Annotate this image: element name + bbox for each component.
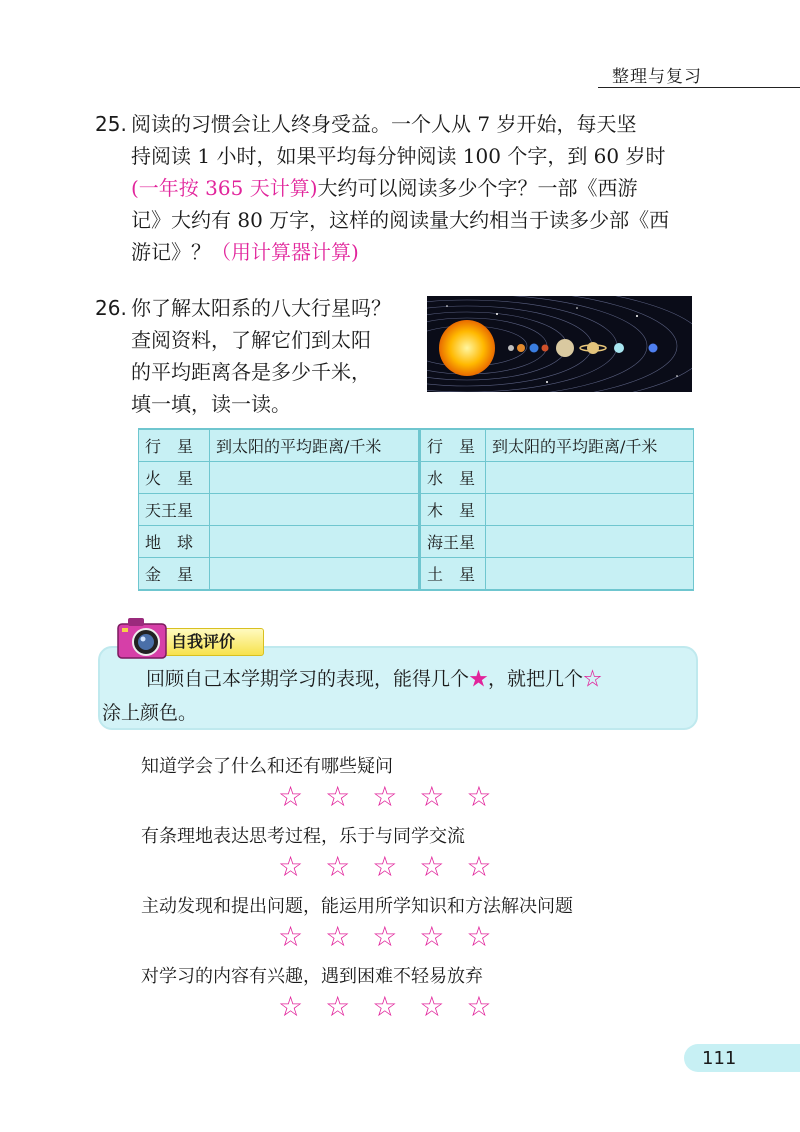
planet-cell: 土 星	[420, 558, 486, 591]
problem-25-line3-text: 大约可以阅读多少个字？一部《西游	[317, 176, 638, 200]
table-header-planet-2: 行 星	[420, 429, 486, 462]
self-evaluation-line1	[102, 662, 692, 696]
mercury-shape	[508, 345, 514, 351]
jupiter-shape	[556, 339, 574, 357]
table-row	[139, 494, 694, 526]
problem-25-line5	[95, 236, 705, 268]
header-rule	[598, 87, 800, 88]
problem-26-line3: 的平均距离各是多少千米，	[131, 360, 371, 384]
sun-shape	[439, 320, 495, 376]
criterion-4: 对学习的内容有兴趣，遇到困难不轻易放弃	[141, 966, 483, 987]
criterion-1: 知道学会了什么和还有哪些疑问	[141, 756, 393, 777]
table-header-distance: 到太阳的平均距离/千米	[210, 429, 420, 462]
problem-25-line2: 持阅读 1 小时，如果平均每分钟阅读 100 个字，到 60 岁时	[131, 144, 666, 168]
criterion-2: 有条理地表达思考过程，乐于与同学交流	[141, 826, 465, 847]
criterion-3-stars[interactable]: ☆☆☆☆☆	[278, 920, 514, 953]
distance-cell[interactable]	[486, 494, 694, 526]
planet-cell: 水 星	[420, 462, 486, 494]
problem-25-line3	[95, 172, 705, 204]
problem-26-line4: 填一填，读一读。	[131, 392, 291, 416]
uranus-shape	[614, 343, 624, 353]
solar-system-svg	[427, 296, 692, 392]
problem-25-line4: 记》大约有 80 万字，这样的阅读量大约相当于读多少部《西	[131, 208, 670, 232]
problem-25-number: 25.	[95, 112, 127, 136]
criterion-3: 主动发现和提出问题，能运用所学知识和方法解决问题	[141, 896, 573, 917]
camera-icon	[114, 612, 174, 664]
self-evaluation-text	[102, 662, 692, 730]
eval-text-b: ，就把几个	[488, 668, 584, 690]
page-header-title: 整理与复习	[612, 67, 702, 87]
problem-25-calculator-hint: （用计算器计算)	[211, 240, 359, 264]
table-header-distance-2: 到太阳的平均距离/千米	[486, 429, 694, 462]
table-header-planet: 行 星	[139, 429, 210, 462]
table-row	[139, 558, 694, 591]
eval-text-a: 回顾自己本学期学习的表现，能得几个	[146, 668, 470, 690]
distance-cell[interactable]	[210, 462, 420, 494]
distance-cell[interactable]	[486, 526, 694, 558]
solar-system-image	[427, 296, 692, 392]
table-row	[139, 526, 694, 558]
problem-26	[95, 292, 425, 420]
neptune-shape	[649, 344, 658, 353]
self-evaluation-badge: 自我评价	[164, 628, 264, 656]
problem-25-line1: 阅读的习惯会让人终身受益。一个人从 7 岁开始，每天坚	[131, 112, 637, 136]
problem-26-line2: 查阅资料，了解它们到太阳	[131, 328, 371, 352]
problem-25-hint: (一年按 365 天计算)	[131, 176, 318, 200]
saturn-shape	[587, 342, 599, 354]
table-row	[139, 462, 694, 494]
distance-cell[interactable]	[210, 558, 420, 591]
venus-shape	[517, 344, 525, 352]
planet-cell: 地 球	[139, 526, 210, 558]
planet-cell: 海王星	[420, 526, 486, 558]
criterion-2-stars[interactable]: ☆☆☆☆☆	[278, 850, 514, 883]
distance-cell[interactable]	[210, 494, 420, 526]
earth-shape	[530, 344, 539, 353]
mars-shape	[542, 345, 549, 352]
problem-26-line1: 你了解太阳系的八大行星吗？	[131, 296, 391, 320]
criterion-4-stars[interactable]: ☆☆☆☆☆	[278, 990, 514, 1023]
self-evaluation-line2: 涂上颜色。	[102, 702, 198, 724]
outline-star-icon: ☆	[583, 668, 603, 690]
planet-cell: 火 星	[139, 462, 210, 494]
distance-cell[interactable]	[210, 526, 420, 558]
problem-25-line5-text: 游记》？	[131, 240, 211, 264]
problem-25	[95, 108, 705, 268]
planet-cell: 天王星	[139, 494, 210, 526]
page-number: 111	[702, 1048, 737, 1069]
problem-26-number: 26.	[95, 296, 127, 320]
planet-cell: 木 星	[420, 494, 486, 526]
table-header-row	[139, 429, 694, 462]
distance-cell[interactable]	[486, 462, 694, 494]
distance-cell[interactable]	[486, 558, 694, 591]
planet-cell: 金 星	[139, 558, 210, 591]
solid-star-icon: ★	[469, 668, 489, 690]
planet-distance-table	[138, 428, 694, 591]
criterion-1-stars[interactable]: ☆☆☆☆☆	[278, 780, 514, 813]
